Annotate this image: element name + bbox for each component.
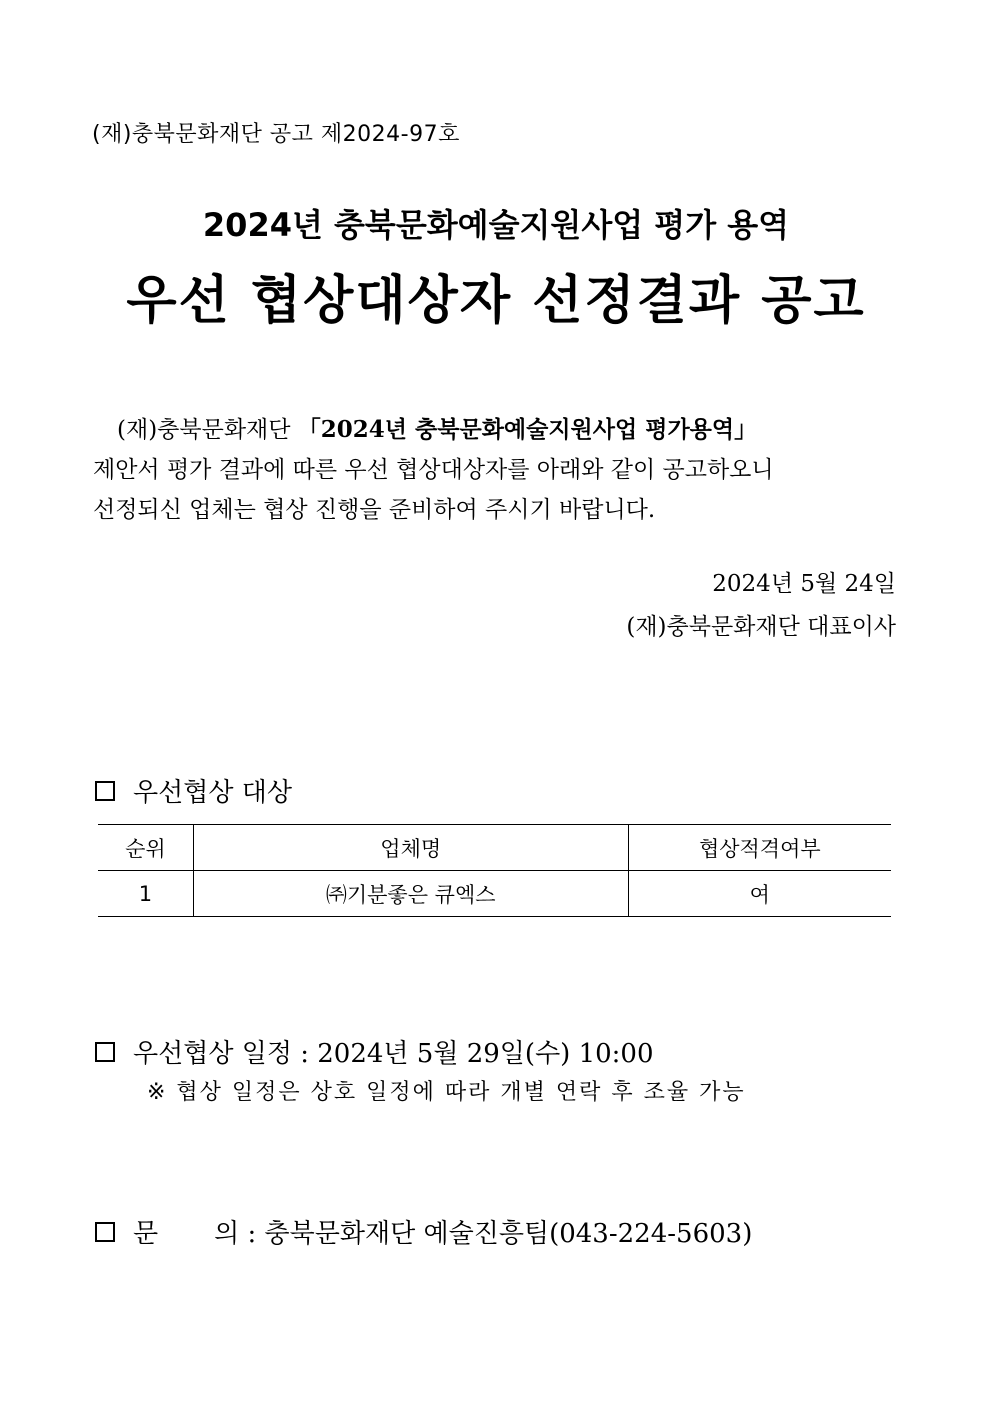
notice-number: (재)충북문화재단 공고 제2024-97호 bbox=[92, 122, 460, 147]
schedule-note: ※ 협상 일정은 상호 일정에 따라 개별 연락 후 조율 가능 bbox=[147, 1080, 746, 1105]
contact-label-b: 의 : 충북문화재단 예술진흥팀(043-224-5603) bbox=[214, 1219, 753, 1249]
col-header-eligibility: 협상적격여부 bbox=[628, 825, 891, 871]
body-line3: 선정되신 업체는 협상 진행을 준비하여 주시기 바랍니다. bbox=[93, 497, 656, 523]
result-table bbox=[98, 824, 891, 917]
table-row bbox=[98, 871, 891, 917]
section-contact bbox=[95, 1213, 752, 1250]
cell-rank: 1 bbox=[98, 871, 193, 917]
col-header-rank: 순위 bbox=[98, 825, 193, 871]
checkbox-icon bbox=[95, 1042, 115, 1062]
body-line1-prefix: (재)충북문화재단 bbox=[117, 417, 298, 443]
cell-eligibility: 여 bbox=[628, 871, 891, 917]
section-schedule-heading: 우선협상 일정 : 2024년 5월 29일(수) 10:00 bbox=[133, 1039, 654, 1069]
body-line1 bbox=[93, 410, 896, 450]
project-name: 「2024년 충북문화예술지원사업 평가용역」 bbox=[297, 416, 758, 443]
section-schedule bbox=[95, 1033, 654, 1070]
contact-label-a: 문 bbox=[133, 1219, 159, 1249]
checkbox-icon bbox=[95, 1222, 115, 1242]
body-paragraph bbox=[93, 410, 896, 530]
title-line2: 우선 협상대상자 선정결과 공고 bbox=[126, 270, 866, 331]
section-target bbox=[95, 772, 292, 809]
col-header-company: 업체명 bbox=[193, 825, 628, 871]
checkbox-icon bbox=[95, 781, 115, 801]
issuer: (재)충북문화재단 대표이사 bbox=[626, 614, 896, 640]
section-target-heading: 우선협상 대상 bbox=[133, 778, 292, 808]
body-line2: 제안서 평가 결과에 따른 우선 협상대상자를 아래와 같이 공고하오니 bbox=[93, 457, 774, 483]
title-line1: 2024년 충북문화예술지원사업 평가 용역 bbox=[202, 206, 790, 244]
cell-company: ㈜기분좋은 큐엑스 bbox=[193, 871, 628, 917]
table-header-row bbox=[98, 825, 891, 871]
notice-date: 2024년 5월 24일 bbox=[712, 571, 896, 597]
